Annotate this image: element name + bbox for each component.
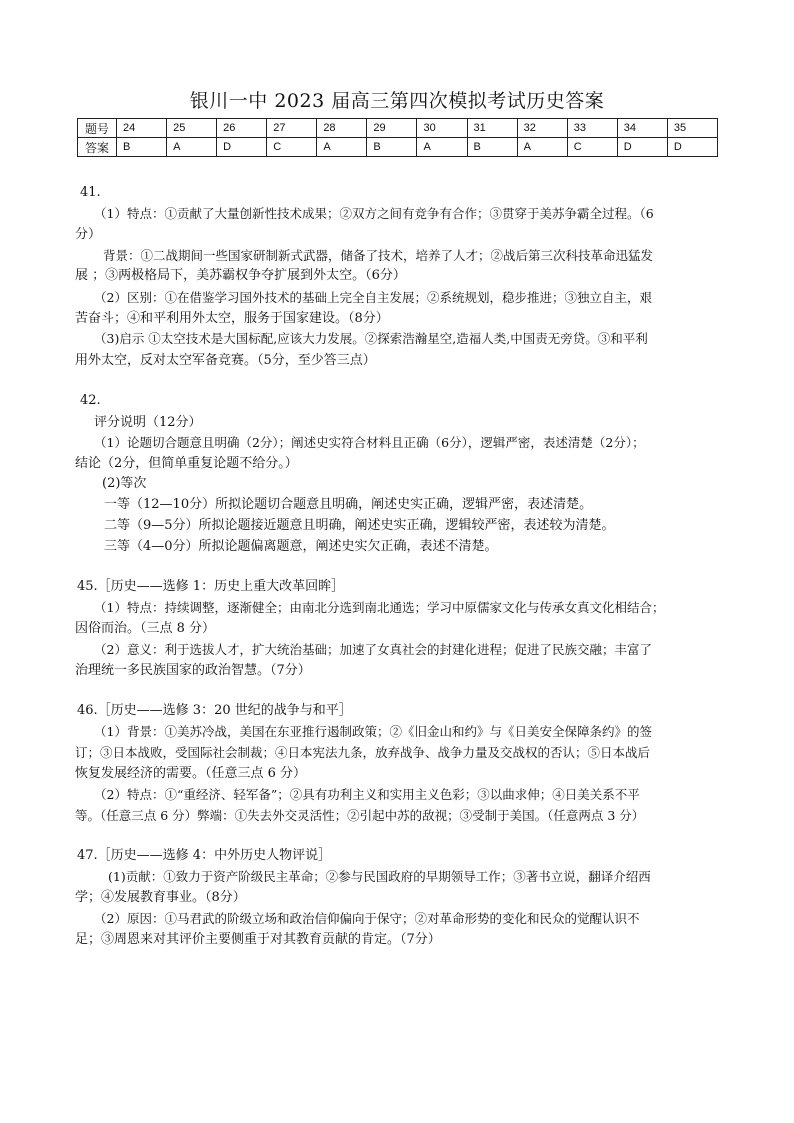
answer-cell: B xyxy=(367,138,417,157)
q41-part1-line1: （1）特点：①贡献了大量创新性技术成果；②双方之间有竞争有合作；③贯穿于美苏争霸全过程。（6 xyxy=(94,206,654,221)
q41-part2-line2: 苦奋斗；④和平利用外太空，服务于国家建设。（8分） xyxy=(75,311,389,326)
question-cell: 35 xyxy=(667,119,717,138)
question-cell: 25 xyxy=(167,119,217,138)
q41-background-line2: 展 ；③两极格局下，美苏霸权争夺扩展到外太空。（6分） xyxy=(75,268,406,283)
question-cell: 26 xyxy=(217,119,267,138)
answer-cell: C xyxy=(567,138,617,157)
question-cell: 30 xyxy=(417,119,467,138)
q41-part1-line2: 分） xyxy=(75,227,102,242)
question-cell: 34 xyxy=(617,119,667,138)
answer-cell: A xyxy=(417,138,467,157)
q45-part2-line2: 治理统一多民族国家的政治智慧。（7分） xyxy=(75,663,311,678)
row-header-answer: 答案 xyxy=(78,138,117,157)
q45-part1-line1: （1）特点：持续调整，逐渐健全；由南北分选到南北通选；学习中原儒家文化与传承女真文化相结合； xyxy=(94,600,665,615)
answer-cell: C xyxy=(267,138,317,157)
answer-cell: B xyxy=(467,138,517,157)
question-cell: 32 xyxy=(517,119,567,138)
q46-part2-line1: （2）特点：①“重经济、轻军备”；②具有功利主义和实用主义色彩；③以曲求伸；④日美关系不平 xyxy=(94,787,640,802)
answer-cell: B xyxy=(117,138,167,157)
question-cell: 24 xyxy=(117,119,167,138)
q42-grades-title: (2)等次 xyxy=(102,476,147,491)
q47-heading: 47.［历史——选修 4：中外历史人物评说］ xyxy=(77,848,332,863)
q42-grade-3: 三等（4—0分）所拟论题偏离题意，阐述史实欠正确，表述不清楚。 xyxy=(104,539,498,554)
answer-table xyxy=(77,118,718,157)
q45-part1-line2: 因俗而治。（三点 8 分） xyxy=(75,621,216,636)
answer-cell: A xyxy=(317,138,367,157)
q41-part3-line1: （3)启示 ①太空技术是大国标配,应该大力发展。②探索浩瀚星空,造福人类,中国责无旁贷。③和平利 xyxy=(94,331,648,346)
q42-grade-2: 二等（9—5分）所拟论题接近题意且明确，阐述史实正确，逻辑较严密，表述较为清楚。 xyxy=(104,518,615,533)
q47-part1-line2: 学；④发展教育事业。（8分） xyxy=(75,890,246,905)
page-title: 银川一中 2023 届高三第四次模拟考试历史答案 xyxy=(189,90,605,112)
question-cell: 31 xyxy=(467,119,517,138)
answer-cell: D xyxy=(667,138,717,157)
q42-scoring-line2: 结论（2分，但简单重复论题不给分。） xyxy=(75,456,298,471)
question-cell: 28 xyxy=(317,119,367,138)
q42-grade-1: 一等（12—10分）所拟论题切合题意且明确，阐述史实正确，逻辑严密，表述清楚。 xyxy=(104,497,593,512)
q42-scoring-line1: （1）论题切合题意且明确（2分）；阐述史实符合材料且正确（6分），逻辑严密，表述清楚（2分）； xyxy=(94,435,645,450)
q42-number: 42. xyxy=(80,393,101,408)
q41-number: 41. xyxy=(80,185,101,200)
q41-part3-line2: 用外太空，反对太空军备竞赛。（5分，至少答三点） xyxy=(75,353,376,368)
q45-part2-line1: （2）意义：利于选拔人才，扩大统治基础；加速了女真社会的封建化进程；促进了民族交融；丰富了 xyxy=(94,642,652,657)
question-cell: 29 xyxy=(367,119,417,138)
q47-part1-line1: (1)贡献：①致力于资产阶级民主革命；②参与民国政府的早期领导工作；③著书立说，翻译介绍西 xyxy=(108,869,651,884)
answer-cell: D xyxy=(217,138,267,157)
answer-cell: A xyxy=(517,138,567,157)
q46-part1-line1: （1）背景：①美苏冷战，美国在东亚推行遏制政策；②《旧金山和约》与《日美安全保障条约》的签 xyxy=(94,724,652,739)
q46-part1-line2: 订；③日本战败，受国际社会制裁；④日本宪法九条，放弃战争、战争力量及交战权的否认；⑤日本战后 xyxy=(75,745,651,760)
question-cell: 27 xyxy=(267,119,317,138)
question-number-row xyxy=(78,119,718,138)
q46-part1-line3: 恢复发展经济的需要。（任意三点 6 分） xyxy=(75,766,307,781)
answer-cell: D xyxy=(617,138,667,157)
q42-scoring-title: 评分说明（12分） xyxy=(94,415,202,430)
answer-cell: A xyxy=(167,138,217,157)
q41-part2-line1: （2）区别：①在借鉴学习国外技术的基础上完全自主发展；②系统规划，稳步推进；③独立自主，艰 xyxy=(94,290,652,305)
question-cell: 33 xyxy=(567,119,617,138)
q47-part2-line1: （2）原因：①马君武的阶级立场和政治信仰偏向于保守；②对革命形势的变化和民众的觉醒认识不 xyxy=(94,911,640,926)
q47-part2-line2: 足；③周恩来对其评价主要侧重于对其教育贡献的肯定。（7分） xyxy=(75,932,441,947)
q41-background-line1: 背景：①二战期间一些国家研制新式武器，储备了技术，培养了人才；②战后第三次科技革命迅猛发 xyxy=(103,248,654,263)
q46-heading: 46.［历史——选修 3：20 世纪的战争与和平］ xyxy=(77,703,352,718)
q46-part2-line2: 等。（任意三点 6 分）弊端：①失去外交灵活性；②引起中苏的敌视；③受制于美国。（任意两点 3 分） xyxy=(75,808,645,823)
q45-heading: 45.［历史——选修 1：历史上重大改革回眸］ xyxy=(77,579,345,594)
row-header-question: 题号 xyxy=(78,119,117,138)
answer-row xyxy=(78,138,718,157)
